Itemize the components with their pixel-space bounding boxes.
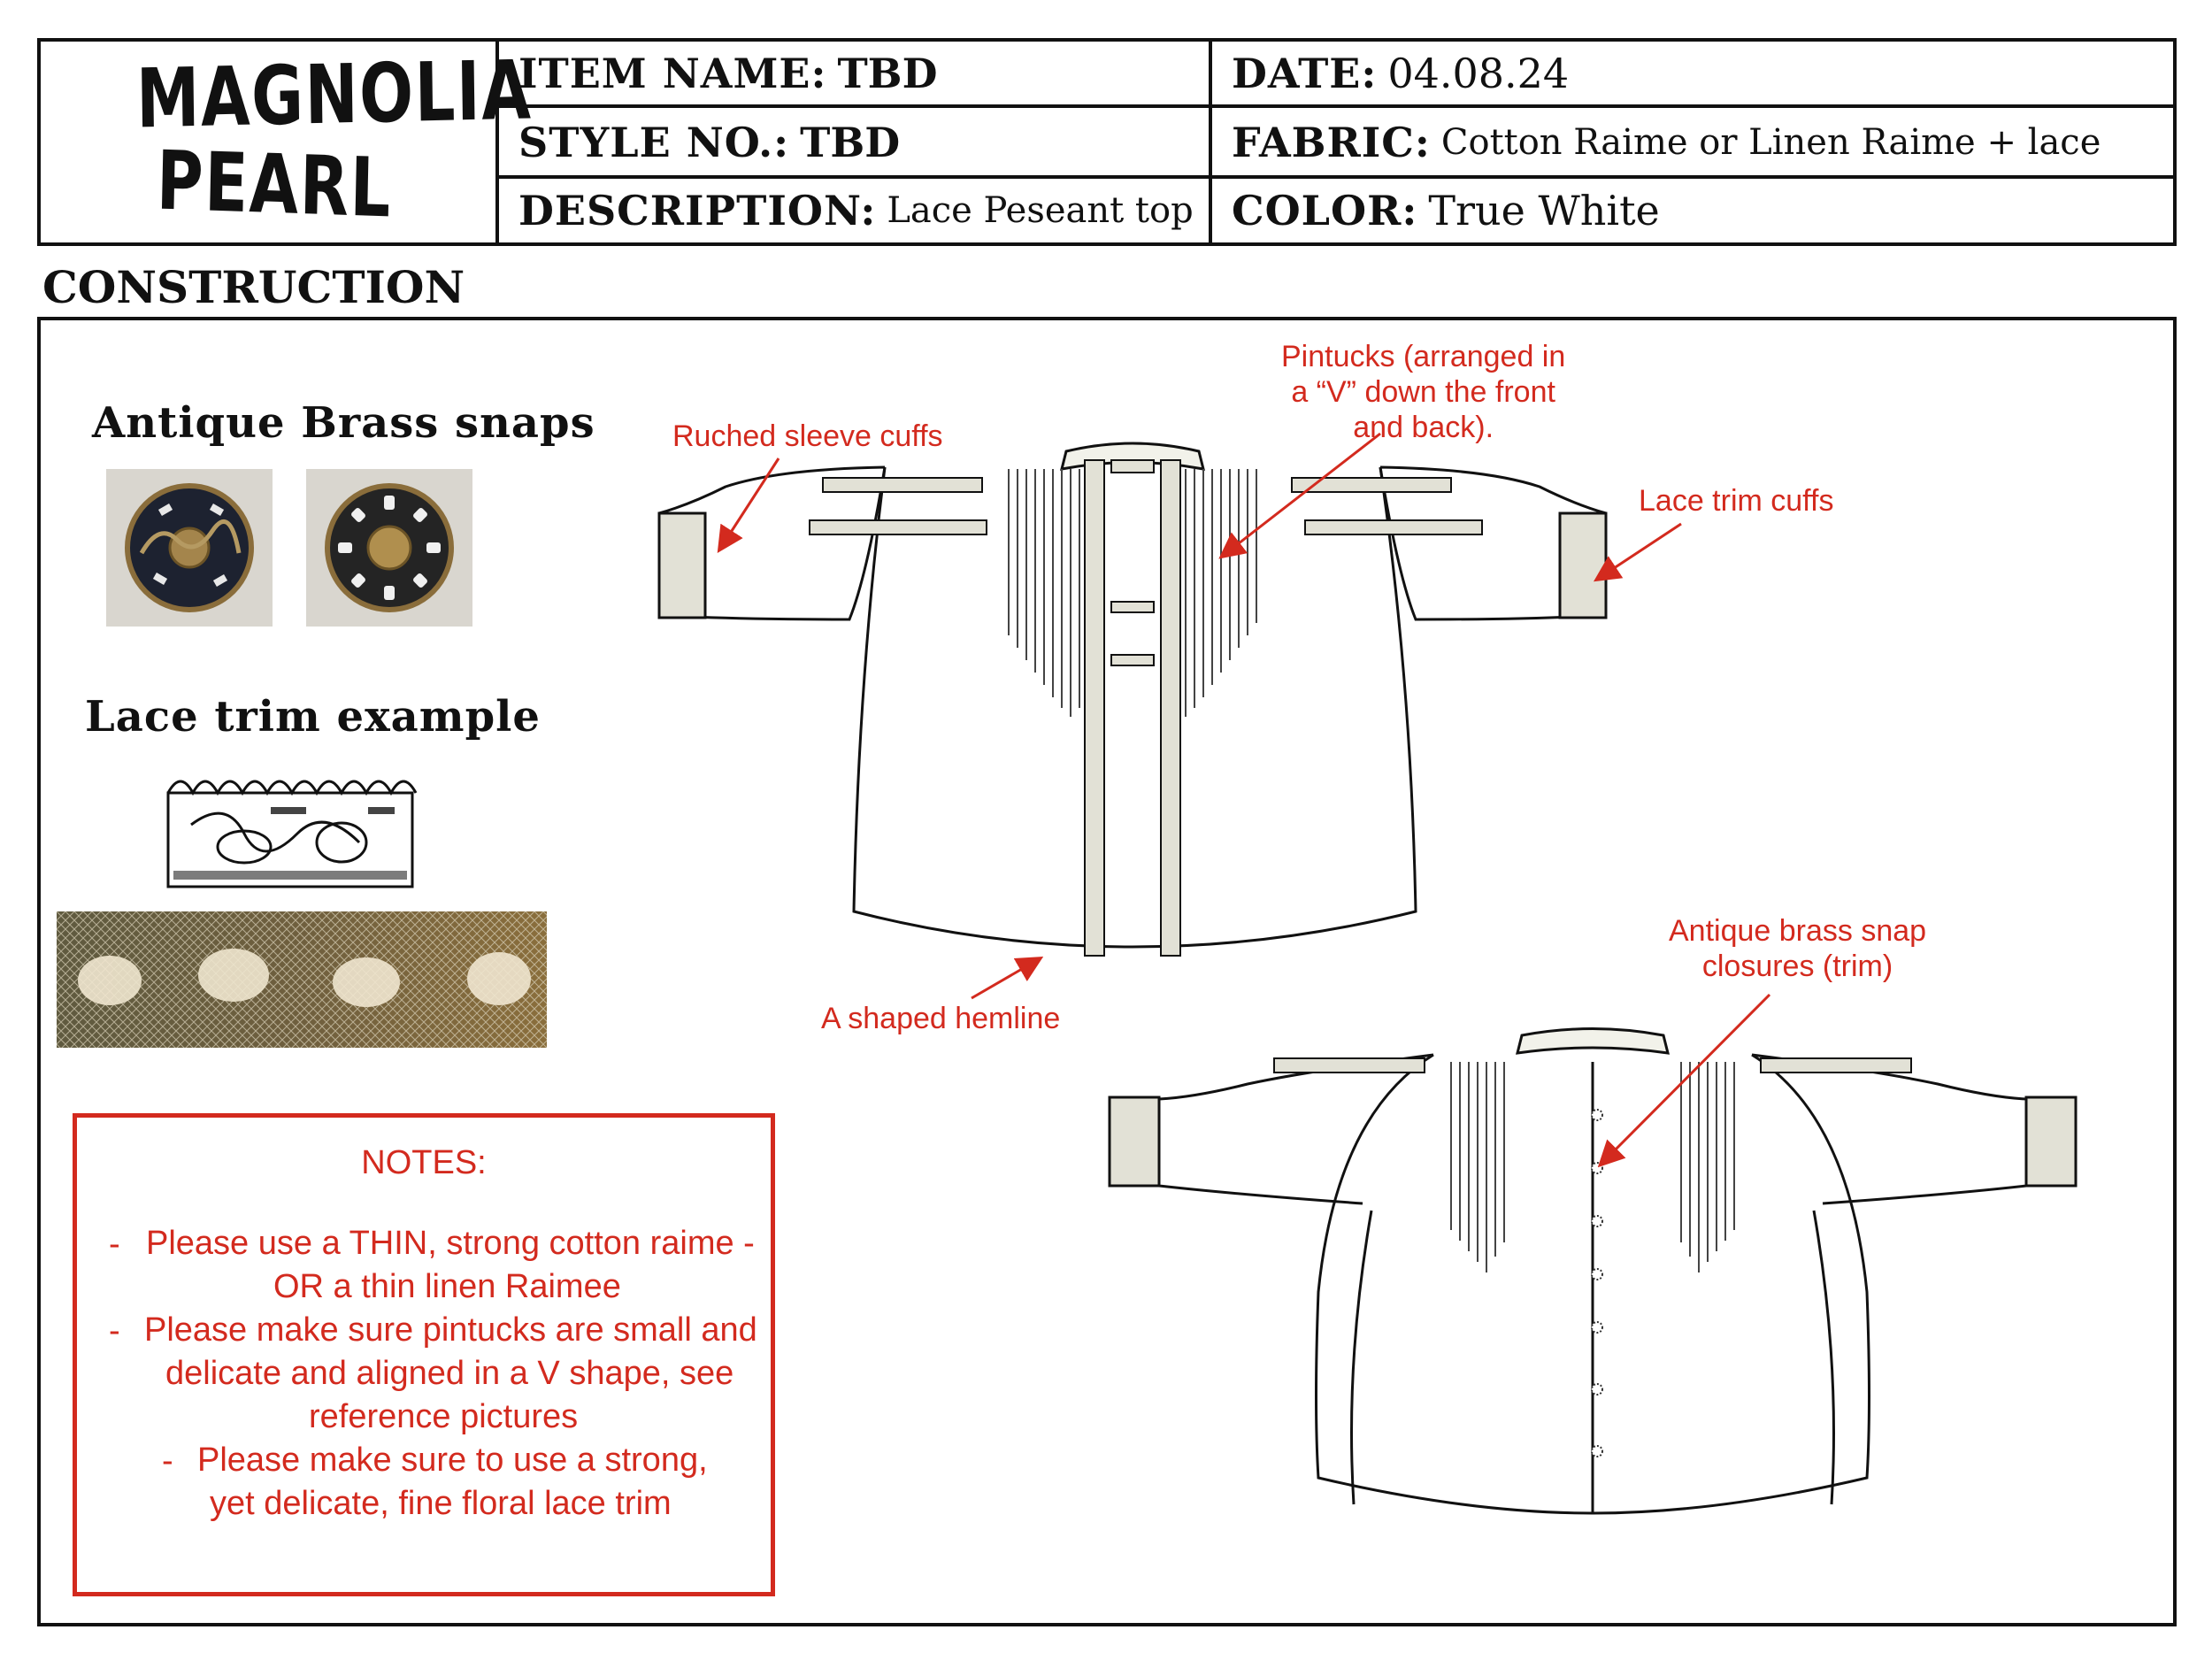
date-value: 04.08.24	[1387, 49, 1570, 97]
notes-line-3: Please make sure pintucks are small and	[144, 1311, 757, 1349]
item-name-value: TBD	[837, 49, 938, 97]
notes-box	[73, 1113, 775, 1596]
callout-pintucks	[1281, 339, 1565, 445]
description-label: DESCRIPTION:	[518, 187, 877, 234]
notes-line-5: reference pictures	[309, 1398, 579, 1435]
brand-line-1: MAGNOLIA	[135, 42, 534, 147]
description-value: Lace Peseant top	[887, 190, 1194, 231]
fabric-value: Cotton Raime or Linen Raime + lace	[1440, 122, 2101, 163]
notes-dash-3: -	[162, 1442, 173, 1480]
brand-line-2: PEARL	[155, 133, 394, 236]
notes-line-1: Please use a THIN, strong cotton raime -	[146, 1225, 755, 1262]
color-label: COLOR:	[1232, 187, 1418, 234]
callout-ruched-cuffs: Ruched sleeve cuffs	[672, 419, 943, 453]
notes-dash-1: -	[109, 1226, 120, 1263]
callout-lace-cuffs: Lace trim cuffs	[1639, 484, 1834, 518]
color-value: True White	[1428, 187, 1660, 234]
snaps-title: Antique Brass snaps	[92, 398, 595, 448]
fabric-label: FABRIC:	[1232, 119, 1431, 166]
style-no-value: TBD	[800, 119, 901, 166]
callout-pintucks-line-2: a “V” down the front	[1291, 375, 1555, 409]
notes-dash-2: -	[109, 1312, 120, 1349]
item-name-label: ITEM NAME:	[518, 49, 827, 97]
callout-snap-line-1: Antique brass snap	[1669, 914, 1927, 948]
callout-snap-line-2: closures (trim)	[1701, 950, 1893, 983]
construction-title: CONSTRUCTION	[42, 261, 465, 313]
lace-title: Lace trim example	[85, 692, 541, 742]
notes-line-2: OR a thin linen Raimee	[273, 1268, 621, 1305]
notes-title: NOTES:	[361, 1144, 487, 1181]
callout-snap-closures	[1669, 913, 1926, 984]
callout-pintucks-line-3: and back).	[1353, 411, 1494, 444]
notes-line-7: yet delicate, fine floral lace trim	[210, 1485, 672, 1522]
notes-line-4: delicate and aligned in a V shape, see	[165, 1355, 734, 1392]
callout-hemline: A shaped hemline	[821, 1002, 1061, 1035]
style-no-label: STYLE NO.:	[518, 119, 790, 166]
date-label: DATE:	[1232, 49, 1378, 97]
notes-line-6: Please make sure to use a strong,	[197, 1442, 708, 1479]
callout-pintucks-line-1: Pintucks (arranged in	[1281, 340, 1566, 373]
